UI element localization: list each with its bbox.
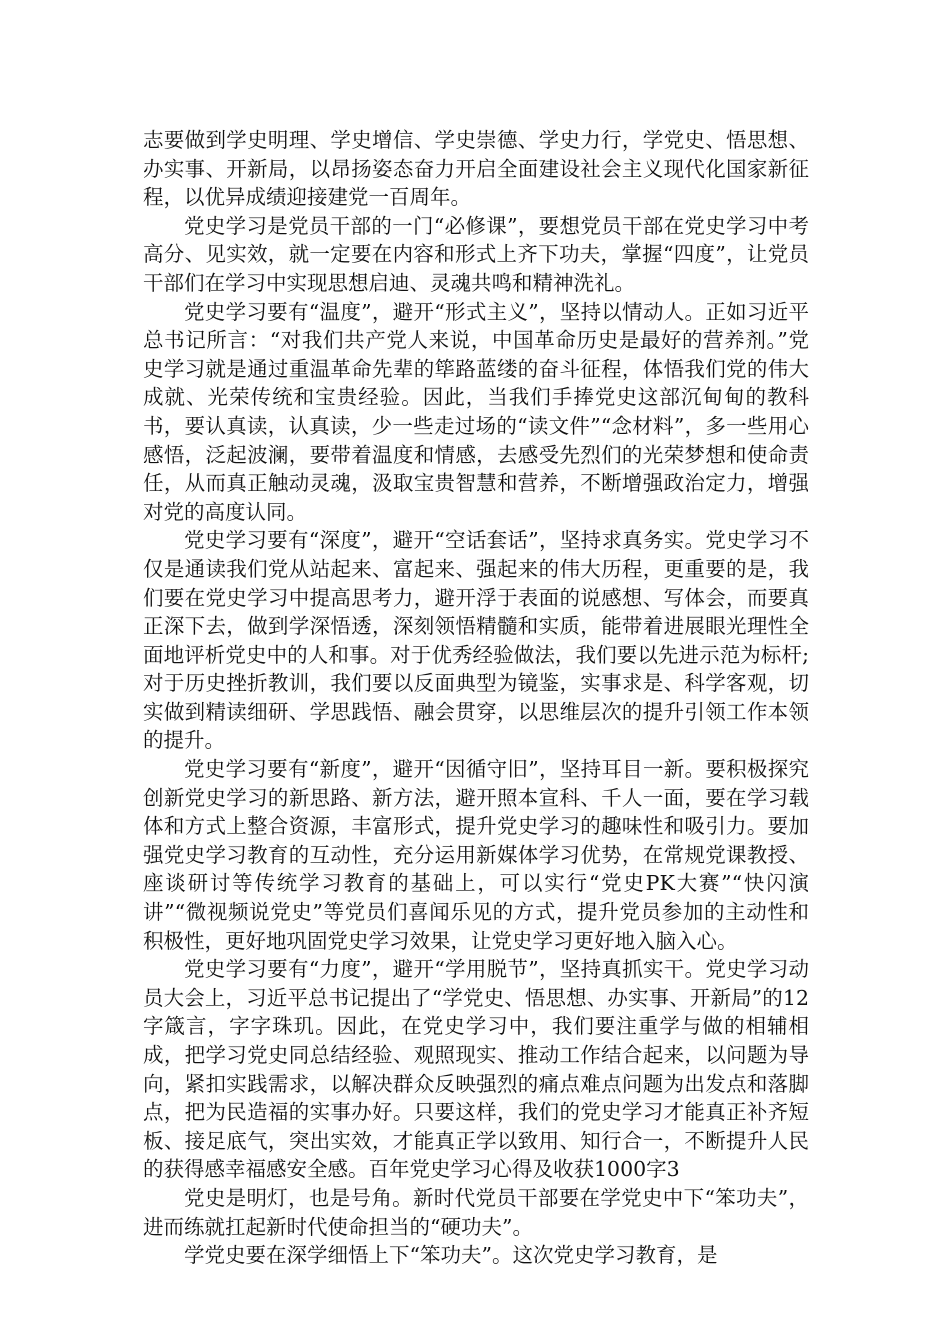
paragraph-3: 党史学习要有“温度”，避开“形式主义”，坚持以情动人。正如习近平总书记所言：“对我们共产党人来说，中国革命历史是最好的营养剂。”党史学习就是通过重温革命先辈的筚路蓝缕的奋斗征程，体悟我们党的伟大成就、光荣传统和宝贵经验。因此，当我们手捧党史这部沉甸甸的教科书，要认真读，认真读，少一些走过场的“读文件”“念材料”，多一些用心感悟，泛起波澜，要带着温度和情感，去感受先烈们的光荣梦想和使命责任，从而真正触动灵魂，汲取宝贵智慧和营养，不断增强政治定力，增强对党的高度认同。 xyxy=(143,299,809,524)
paragraph-5: 党史学习要有“新度”，避开“因循守旧”，坚持耳目一新。要积极探究创新党史学习的新思路、新方法，避开照本宣科、千人一面，要在学习载体和方式上整合资源，丰富形式，提升党史学习的趣味性和吸引力。要加强党史学习教育的互动性，充分运用新媒体学习优势，在常规党课教授、座谈研讨等传统学习教育的基础上，可以实行“党史PK大赛”“快闪演讲”“微视频说党史”等党员们喜闻乐见的方式，提升党员参加的主动性和积极性，更好地巩固党史学习效果，让党史学习更好地入脑入心。 xyxy=(143,757,809,953)
paragraph-2: 党史学习是党员干部的一门“必修课”，要想党员干部在党史学习中考高分、见实效，就一定要在内容和形式上齐下功夫，掌握“四度”，让党员干部们在学习中实现思想启迪、灵魂共鸣和精神洗礼。 xyxy=(143,213,809,295)
paragraph-1: 志要做到学史明理、学史增信、学史崇德、学史力行，学党史、悟思想、办实事、开新局，以昂扬姿态奋力开启全面建设社会主义现代化国家新征程，以优异成绩迎接建党一百周年。 xyxy=(143,128,809,210)
paragraph-6: 党史学习要有“力度”，避开“学用脱节”，坚持真抓实干。党史学习动员大会上，习近平总书记提出了“学党史、悟思想、办实事、开新局”的12字箴言，字字珠玑。因此，在党史学习中，我们要注重学与做的相辅相成，把学习党史同总结经验、观照现实、推动工作结合起来，以问题为导向，紧扣实践需求，以解决群众反映强烈的痛点难点问题为出发点和落脚点，把为民造福的实事办好。只要这样，我们的党史学习才能真正补齐短板、接足底气，突出实效，才能真正学以致用、知行合一，不断提升人民的获得感幸福感安全感。百年党史学习心得及收获1000字3 xyxy=(143,957,809,1182)
paragraph-4: 党史学习要有“深度”，避开“空话套话”，坚持求真务实。党史学习不仅是通读我们党从站起来、富起来、强起来的伟大历程，更重要的是，我们要在党史学习中提高思考力，避开浮于表面的说感想、写体会，而要真正深下去，做到学深悟透，深刻领悟精髓和实质，能带着进展眼光理性全面地评析党史中的人和事。对于优秀经验做法，我们要以先进示范为标杆;对于历史挫折教训，我们要以反面典型为镜鉴，实事求是、科学客观，切实做到精读细研、学思践悟、融会贯穿，以思维层次的提升引领工作本领的提升。 xyxy=(143,528,809,753)
paragraph-7: 党史是明灯，也是号角。新时代党员干部要在学党史中下“笨功夫”，进而练就扛起新时代使命担当的“硬功夫”。 xyxy=(143,1185,809,1239)
paragraph-8: 学党史要在深学细悟上下“笨功夫”。这次党史学习教育，是 xyxy=(184,1243,718,1268)
document-body xyxy=(143,126,809,1270)
